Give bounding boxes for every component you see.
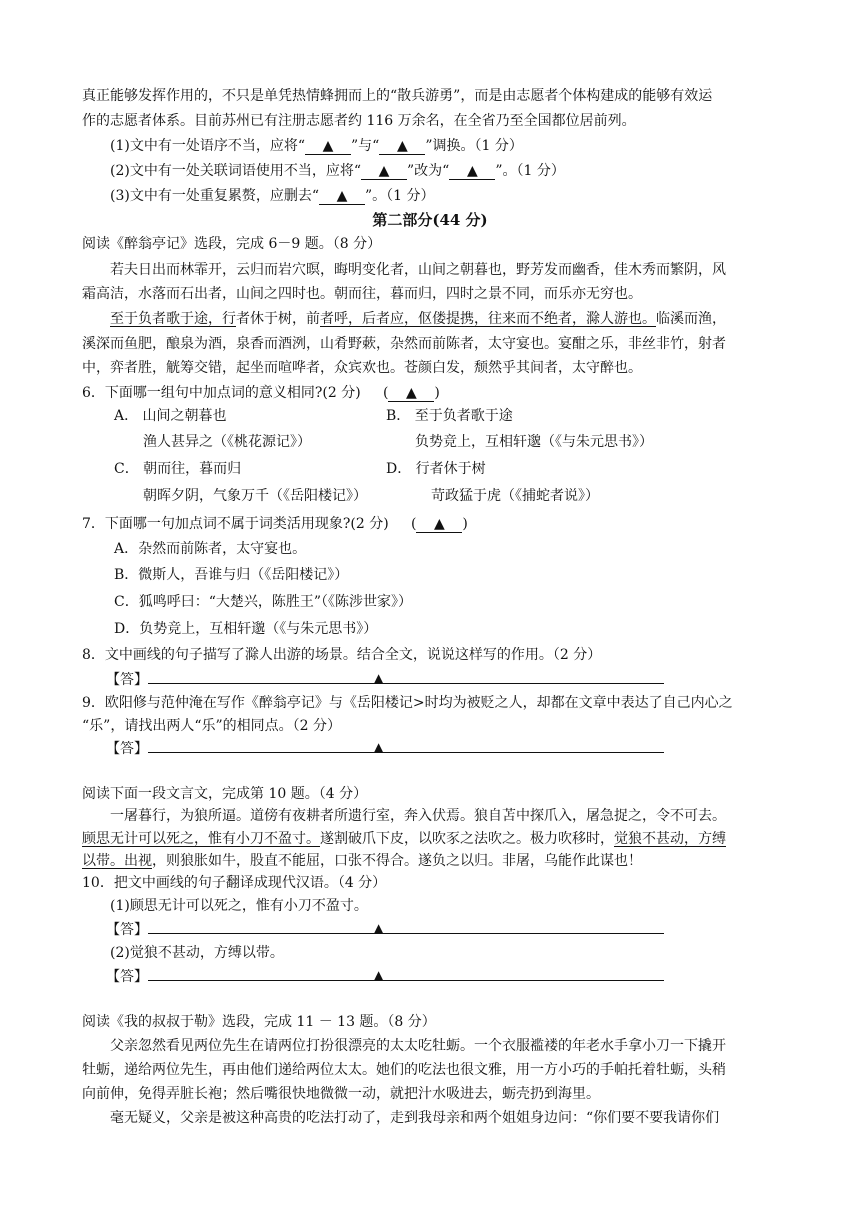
reading1-p2-line3: 中，弈者胜，觥筹交错，起坐而喧哗者，众宾欢也。苍颜白发，颓然乎其间者，太守醉也。 (82, 360, 642, 376)
reading1-p2-line2: 溪深而鱼肥，酿泉为酒，泉香而酒洌，山肴野蔌，杂然而前陈者，太守宴也。宴酣之乐，非丝非竹，射者 (82, 336, 726, 352)
q9-stem-line2: “乐”，请找出两人“乐”的相同点。（2 分） (82, 718, 341, 734)
reading1-instruction: 阅读《醉翁亭记》选段，完成 6－9 题。（8 分） (82, 236, 382, 252)
q6-option-c-ref: 朝晖夕阴，气象万千（《岳阳楼记》） (143, 488, 367, 504)
answer-line[interactable]: ▲ (148, 966, 664, 981)
q7-option-d: D．负势竞上，互相轩邈（《与朱元思书》） (114, 621, 378, 637)
q6-option-d-ref: 苛政猛于虎（《捕蛇者说》） (431, 488, 599, 504)
answer-blank[interactable]: ▲ (319, 188, 365, 205)
underlined-sentence: 顾思无计可以死之，惟有小刀不盈寸。 (82, 831, 320, 847)
q6-option-d: D． 行者休于树 (386, 461, 486, 477)
answer-line[interactable]: ▲ (148, 738, 664, 753)
reading2-line3: 以带。出视，则狼胀如牛，股直不能屈，口张不得合。遂负之以归。非屠，乌能作此谋也！ (82, 853, 642, 869)
reading1-p1-line2: 霜高洁，水落而石出者，山间之四时也。朝而往，暮而归，四时之景不同，而乐亦无穷也。 (82, 286, 642, 302)
q7-option-c: C．狐鸣呼曰：“大楚兴，陈胜王”（《陈涉世家》） (114, 594, 413, 610)
q8-answer-row: 【答】 ▲ (106, 669, 664, 689)
q6-option-b-ref: 负势竞上，互相轩邈（《与朱元思书》） (415, 434, 653, 450)
reading2-line1: 一屠暮行，为狼所逼。道傍有夜耕者所遗行室，奔入伏焉。狼自苫中探爪入，屠急捉之，令不可去。 (110, 808, 726, 824)
underlined-sentence: 以带。 (82, 853, 124, 869)
q6-option-b: B． 至于负者歌于途 (386, 408, 513, 424)
answer-blank[interactable]: ▲ (361, 163, 407, 180)
intro-question-2: (2)文中有一处关联词语使用不当，应将“ ▲ ”改为“ ▲ ”。（1 分） (110, 163, 565, 179)
q6-option-c: C． 朝而往，暮而归 (114, 461, 242, 477)
answer-blank[interactable]: ▲ (388, 385, 434, 402)
q7-option-a: A．杂然而前陈者，太守宴也。 (114, 541, 307, 557)
answer-blank[interactable]: ▲ (416, 516, 462, 533)
answer-blank[interactable]: ▲ (379, 138, 425, 155)
reading3-p2-line1: 毫无疑义，父亲是被这种高贵的吃法打动了，走到我母亲和两个姐姐身边问：“你们要不要我请你们 (110, 1110, 720, 1126)
q10-stem: 10．把文中画线的句子翻译成现代汉语。（4 分） (82, 875, 387, 891)
underlined-sentence: 觉狼不甚动，方缚 (614, 831, 726, 847)
reading2-instruction: 阅读下面一段文言文，完成第 10 题。（4 分） (82, 786, 368, 802)
reading3-instruction: 阅读《我的叔叔于勒》选段，完成 11 － 13 题。（8 分） (82, 1014, 436, 1030)
q8-stem: 8．文中画线的句子描写了滁人出游的场景。结合全文，说说这样写的作用。（2 分） (82, 647, 602, 663)
intro-line-2: 作的志愿者体系。目前苏州已有注册志愿者约 116 万余名，在全省乃至全国都位居前列。 (82, 113, 636, 129)
intro-question-1: (1)文中有一处语序不当，应将“ ▲ ”与“ ▲ ”调换。（1 分） (110, 138, 523, 154)
q6-option-a-ref: 渔人甚异之（《桃花源记》） (143, 434, 311, 450)
q10-sentence-2: (2)觉狼不甚动，方缚以带。 (110, 945, 284, 961)
q10-sentence-1: (1)顾思无计可以死之，惟有小刀不盈寸。 (110, 898, 368, 914)
underlined-sentence: 者呼，后者应，伛偻提携，往来而不绝者，滁人游也。 (320, 311, 656, 327)
reading1-p1-line1: 若夫日出而林霏开，云归而岩穴暝，晦明变化者，山间之朝暮也，野芳发而幽香，佳木秀而繁阴，风 (110, 262, 726, 278)
reading3-p1-line3: 向前伸，免得弄脏长袍；然后嘴很快地微微一动，就把汁水吸进去，蛎壳扔到海里。 (82, 1086, 600, 1102)
intro-line-1: 真正能够发挥作用的，不只是单凭热情蜂拥而上的“散兵游勇”，而是由志愿者个体构建成的能够有效运 (82, 88, 713, 104)
answer-line[interactable]: ▲ (148, 919, 664, 934)
intro-question-3: (3)文中有一处重复累赘，应删去“ ▲ ”。（1 分） (110, 188, 435, 204)
answer-line[interactable]: ▲ (148, 669, 664, 684)
q9-stem-line1: 9．欧阳修与范仲淹在写作《醉翁亭记》与《岳阳楼记>时均为被贬之人，却都在文章中表达了自己内心之 (82, 695, 733, 711)
part2-title: 第二部分(44 分) (372, 211, 488, 229)
q6-stem: 6．下面哪一组句中加点词的意义相同?(2 分) ( ▲ ) (82, 385, 440, 401)
q7-option-b: B．微斯人，吾谁与归（《岳阳楼记》） (114, 567, 349, 583)
q10-answer-row-2: 【答】 ▲ (106, 966, 664, 986)
reading3-p1-line2: 牡蛎，递给两位先生，再由他们递给两位太太。她们的吃法也很文雅，用一方小巧的手帕托着牡蛎，头稍 (82, 1062, 726, 1078)
reading2-line2: 顾思无计可以死之，惟有小刀不盈寸。遂割破爪下皮，以吹豕之法吹之。极力吹移时，觉狼不甚动，方缚 (82, 831, 726, 847)
reading1-p2-line1: 至于负者歌于途，行者休于树，前者呼，后者应，伛偻提携，往来而不绝者，滁人游也。临溪而渔， (110, 311, 726, 327)
answer-blank[interactable]: ▲ (305, 138, 351, 155)
reading3-p1-line1: 父亲忽然看见两位先生在请两位打扮很漂亮的太太吃牡蛎。一个衣服褴褛的年老水手拿小刀一下撬开 (110, 1038, 726, 1054)
q10-answer-row-1: 【答】 ▲ (106, 919, 664, 939)
q6-option-a: A． 山间之朝暮也 (114, 408, 227, 424)
q7-stem: 7．下面哪一句加点词不属于词类活用现象?(2 分) ( ▲ ) (82, 516, 468, 532)
underlined-sentence: 至于负者歌于途，行 (110, 311, 236, 327)
answer-blank[interactable]: ▲ (449, 163, 495, 180)
q9-answer-row: 【答】 ▲ (106, 738, 664, 758)
